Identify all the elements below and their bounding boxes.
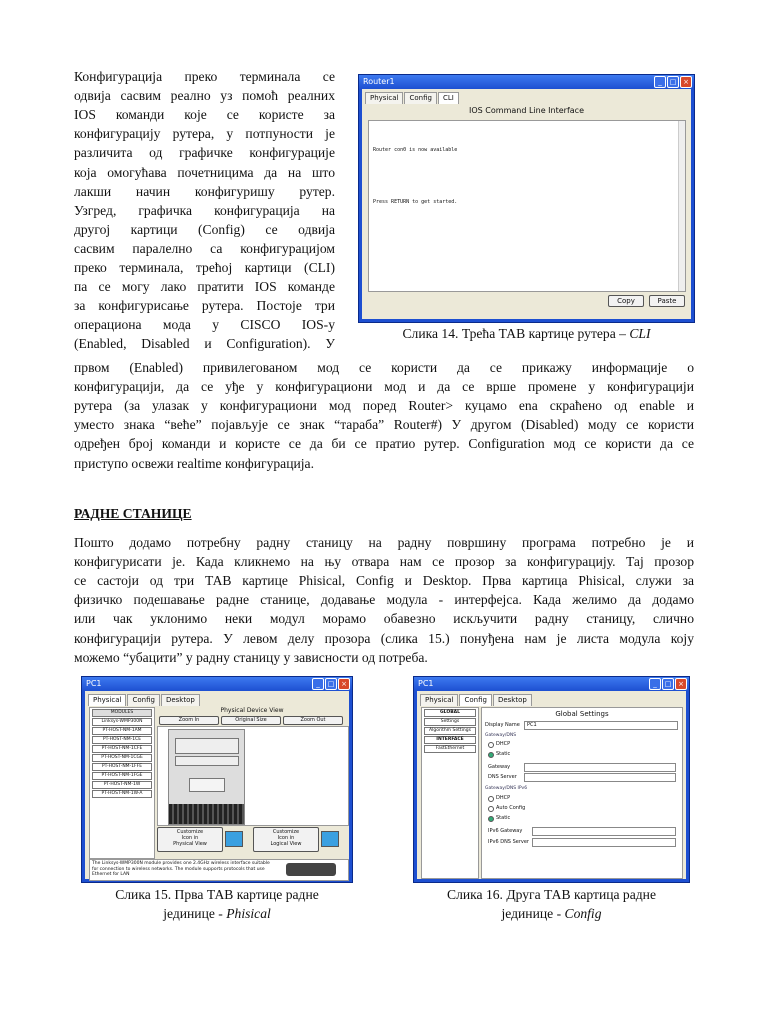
modules-list[interactable] (89, 707, 155, 859)
text-line: првом (Enabled) привилегованом мод се користи да се прикажу информације о (74, 360, 694, 375)
sidebar-fastethernet[interactable]: FastEthernet (424, 745, 476, 753)
module-item[interactable]: PT-HOST-NM-1CE (92, 736, 152, 744)
window-title: Router1 (363, 77, 395, 86)
text-line: конфигурацију рутера, у потпуности је (74, 126, 335, 142)
pc-physical-window (81, 676, 353, 883)
zoom-out-button[interactable]: Zoom Out (283, 716, 343, 725)
module-item[interactable]: PT-HOST-NM-1FGE (92, 772, 152, 780)
sidebar-settings[interactable]: Settings (424, 718, 476, 726)
ipv6-dns-input[interactable] (532, 838, 676, 847)
monitor-icon (225, 831, 243, 847)
text-line: се састоји од три ТАВ картице Phisical, Config и Desktop. Прва картица Phisical, служи за (74, 573, 694, 589)
figure-16-caption: Слика 16. Друга ТАВ картица радне јединице - Config (447, 887, 656, 921)
maximize-icon[interactable]: □ (667, 76, 679, 88)
copy-button[interactable]: Copy (608, 295, 644, 307)
close-icon[interactable]: × (338, 678, 350, 690)
ipv6-gateway-label: IPv6 Gateway (488, 828, 523, 834)
close-icon[interactable]: × (675, 678, 687, 690)
tab-config[interactable]: Config (127, 694, 159, 706)
window-title: PC1 (86, 679, 102, 688)
figure-14-caption: Слика 14. Трећа ТАВ картице рутера – CLI (402, 326, 651, 341)
text-line: можемо “убацити” у радну станицу у зависности од потреба. (74, 649, 428, 665)
gateway-dns-ipv6-group: Gateway/DNS IPv6 (485, 786, 528, 791)
dhcp-radio[interactable] (488, 742, 494, 748)
autoconfig-label: Auto Config (496, 805, 526, 811)
zoom-in-button[interactable]: Zoom In (159, 716, 219, 725)
global-settings-panel (481, 707, 683, 879)
maximize-icon[interactable]: □ (325, 678, 337, 690)
maximize-icon[interactable]: □ (662, 678, 674, 690)
window-title: PC1 (418, 679, 434, 688)
description-text: The Linksys-WMP300N module provides one 2.4GHz wireless interface suitable for connection to wireless networks. The module supports protocols that use Ethernet for LAN (92, 861, 270, 877)
figure-15-caption: Слика 15. Прва ТАВ картице радне јединице - Phisical (115, 887, 319, 921)
minimize-icon[interactable]: _ (654, 76, 666, 88)
original-size-button[interactable]: Original Size (221, 716, 281, 725)
router-cli-window (358, 74, 695, 323)
scrollbar[interactable] (678, 121, 685, 291)
text-line: IOS команди које се користе за (74, 107, 335, 123)
module-image (286, 863, 336, 876)
display-name-label: Display Name (485, 722, 520, 728)
modules-label: MODULES (92, 709, 152, 717)
text-line: конфигурацији рутера. У левом делу прозора (слика 15.) понуђена нам је листа модула коју (74, 630, 694, 646)
tab-cli[interactable]: CLI (438, 92, 459, 104)
gateway-label: Gateway (488, 764, 511, 770)
module-item[interactable]: PT-HOST-NM-1W-A (92, 790, 152, 798)
module-item[interactable]: PT-HOST-NM-1W (92, 781, 152, 789)
close-icon[interactable]: × (680, 76, 692, 88)
text-line: уместо знака “веће” појављује се знак “тараба” Router#) У другом (Disabled) моду се користи (74, 417, 694, 433)
tab-desktop[interactable]: Desktop (493, 694, 532, 706)
dhcp-label: DHCP (496, 741, 511, 747)
text-line: лакши начин конфигуришу рутер. (74, 183, 335, 199)
tab-physical[interactable]: Physical (420, 694, 458, 706)
autoconfig-radio[interactable] (488, 806, 494, 812)
customize-logical-button[interactable]: Customize Icon in Logical View (253, 827, 319, 852)
ipv6-static-radio[interactable] (488, 816, 494, 822)
tab-desktop[interactable]: Desktop (161, 694, 200, 706)
text-line: одвија сасвим реално уз помоћ реалних (74, 88, 335, 104)
tab-physical[interactable]: Physical (365, 92, 403, 104)
ipv6-gateway-input[interactable] (532, 827, 676, 836)
module-item[interactable]: PT-HOST-NM-1CGE (92, 754, 152, 762)
dns-label: DNS Server (488, 774, 517, 780)
customize-physical-button[interactable]: Customize Icon in Physical View (157, 827, 223, 852)
text-line: конфигурацији, да се уђе у конфигурациони мод и да се врше промене у конфигурацији (74, 379, 694, 395)
module-item[interactable]: PT-HOST-NM-1CFE (92, 745, 152, 753)
text-line: преко терминала, трећој картици (CLI) (74, 260, 335, 275)
cli-terminal[interactable] (368, 120, 686, 292)
text-line: за конфигурисање рутера. Постоје три (74, 298, 335, 314)
text-line: приступо освежи realtime конфигурација. (74, 455, 314, 471)
text-line: другој картици (Config) се одвија (74, 221, 335, 237)
tab-config[interactable]: Config (459, 694, 491, 706)
device-view[interactable] (157, 726, 349, 826)
sidebar-interface[interactable]: INTERFACE (424, 736, 476, 744)
module-item[interactable]: PT-HOST-NM-1AM (92, 727, 152, 735)
tab-config[interactable]: Config (404, 92, 436, 104)
gateway-input[interactable] (524, 763, 676, 772)
ipv6-dhcp-radio[interactable] (488, 796, 494, 802)
text-line: Конфигурација преко терминала се (74, 69, 335, 84)
text-line: одређен број команди и користе се да би се пратио рутер. Configuration мод се користи да се (74, 436, 694, 452)
text-line: различита од графичке конфигурације (74, 145, 335, 161)
text-line: (Enabled, Disabled и Configuration). У (74, 336, 335, 352)
display-name-input[interactable]: PC1 (524, 721, 678, 730)
sidebar-global[interactable]: GLOBAL (424, 709, 476, 717)
text-line: па се могу лако пратити IOS команде (74, 279, 335, 295)
module-item[interactable]: Linksys-WMP300N (92, 718, 152, 726)
text-line: или чак уклонимо неки модул морамо обавезно искључити радну станицу, слично (74, 611, 694, 627)
pc-config-window (413, 676, 690, 883)
ipv6-dns-label: IPv6 DNS Server (488, 839, 529, 845)
pc-chassis-image (168, 729, 245, 825)
text-line: која омогућава почетницима да на што (74, 164, 335, 180)
ipv6-dhcp-label: DHCP (496, 795, 511, 801)
cli-line-2: Press RETURN to get started. (373, 199, 458, 205)
module-description (89, 859, 349, 881)
section-heading: РАДНЕ СТАНИЦЕ (74, 506, 192, 521)
ipv6-static-label: Static (496, 815, 511, 821)
text-line: Узгред, графичка конфигурација на (74, 202, 335, 218)
text-line: рутера (за улазак у конфигурациони мод поред Router> куцамо ena скраћено од enable и (74, 398, 694, 414)
text-line: Пошто додамо потребну радну станицу на радну површину програма потребно је и (74, 535, 694, 550)
static-radio[interactable] (488, 752, 494, 758)
device-view-header: Physical Device View (220, 707, 284, 714)
module-item[interactable]: PT-HOST-NM-1FFE (92, 763, 152, 771)
text-line: сасвим паралелно са конфигурацијом (74, 240, 335, 256)
text-line: конфигурисати је. Када кликнемо на њу отвара нам се прозор за конфигурацију. Тај прозор (74, 554, 694, 570)
static-label: Static (496, 751, 511, 757)
tab-physical[interactable]: Physical (88, 694, 126, 706)
text-line: операциона мода у CISCO IOS-у (74, 317, 335, 333)
settings-header: Global Settings (555, 710, 609, 718)
text-line: физичко подешавање радне станице, додавање модула - интерфејса. Када желимо да додамо (74, 592, 694, 608)
config-sidebar (421, 707, 479, 879)
cli-line-1: Router con0 is now available (373, 147, 458, 153)
minimize-icon[interactable]: _ (649, 678, 661, 690)
monitor-icon (321, 831, 339, 847)
dns-input[interactable] (524, 773, 676, 782)
paste-button[interactable]: Paste (649, 295, 685, 307)
cli-header: IOS Command Line Interface (469, 106, 584, 115)
sidebar-algorithm-settings[interactable]: Algorithm Settings (424, 727, 476, 735)
gateway-dns-group: Gateway/DNS (485, 733, 517, 738)
minimize-icon[interactable]: _ (312, 678, 324, 690)
